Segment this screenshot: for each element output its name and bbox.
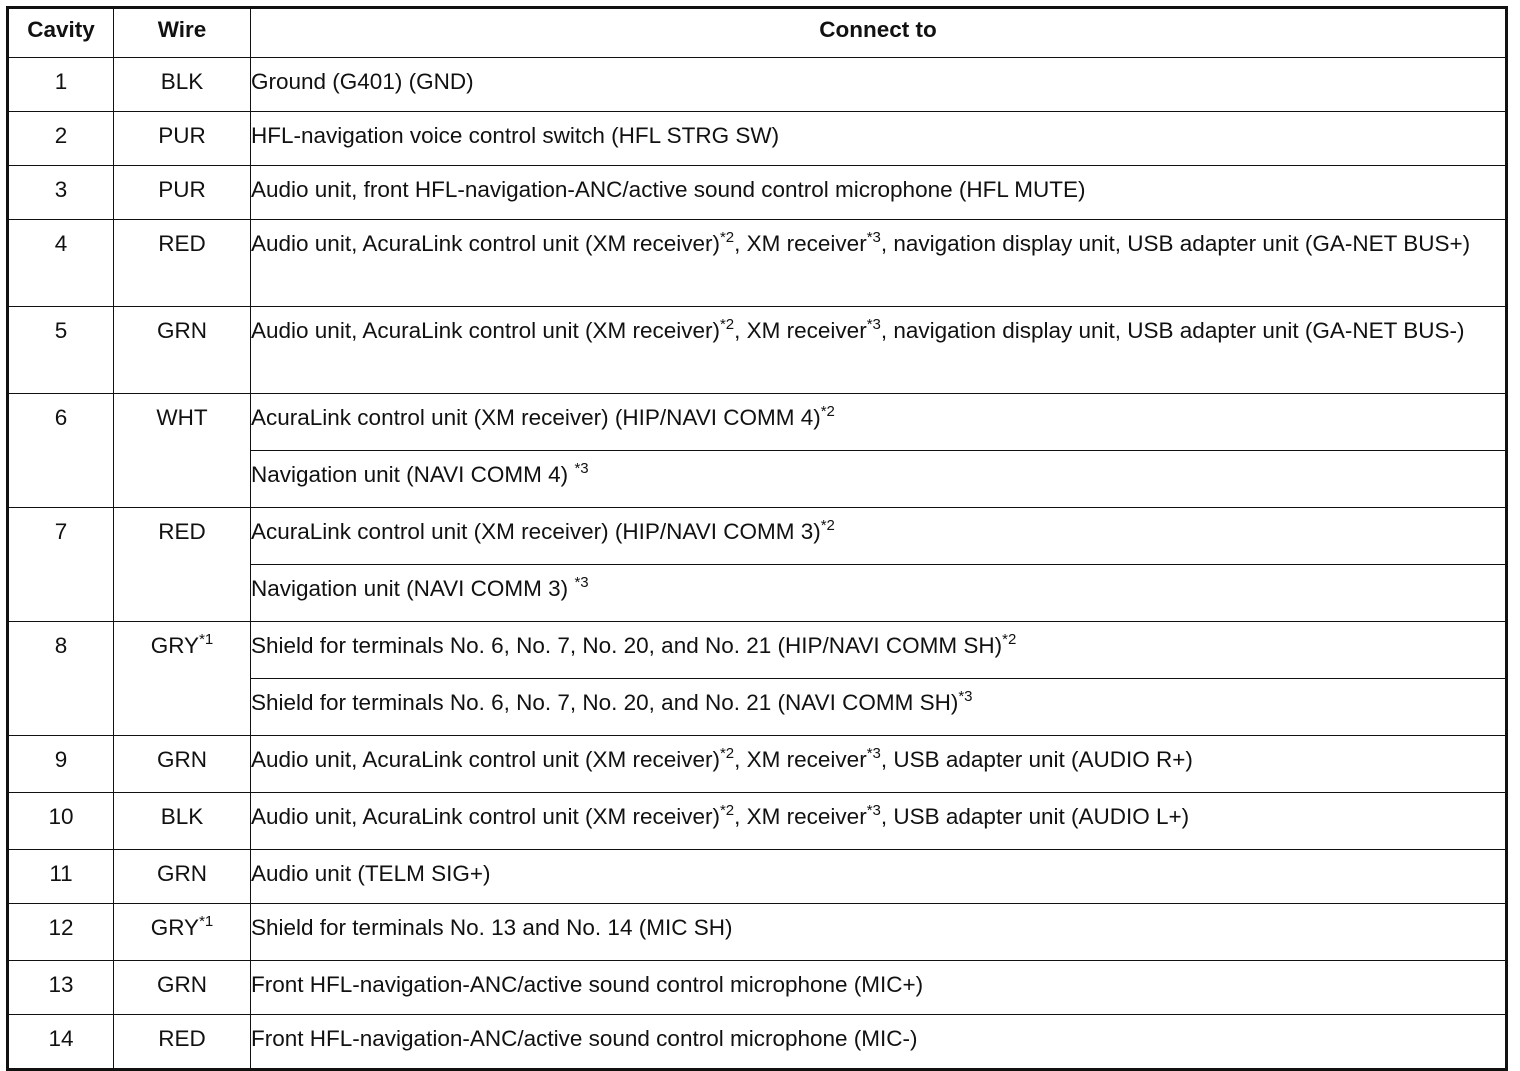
footnote-mark: *1 xyxy=(199,631,214,648)
cavity-number: 6 xyxy=(8,394,114,508)
cavity-number: 2 xyxy=(8,112,114,166)
wire-color: GRN xyxy=(114,850,251,904)
connect-to: Audio unit, AcuraLink control unit (XM receiver)$^{*2}$, XM receiver$^{*3}$, navigation display unit, USB adapter unit (GA-NET BUS+) xyxy=(251,220,1507,307)
connect-to: HFL-navigation voice control switch (HFL STRG SW) xyxy=(251,112,1507,166)
cavity-number: 4 xyxy=(8,220,114,307)
connect-to: Shield for terminals No. 6, No. 7, No. 20, and No. 21 (NAVI COMM SH)$^{*3}$ xyxy=(251,679,1507,736)
cavity-number: 9 xyxy=(8,736,114,793)
footnote-mark: *3 xyxy=(574,460,589,477)
table-row xyxy=(8,220,1507,307)
table-header-row xyxy=(8,8,1507,58)
table-row xyxy=(8,736,1507,793)
footnote-mark: *2 xyxy=(719,745,735,762)
table-row xyxy=(8,850,1507,904)
wire-color: GRN xyxy=(114,736,251,793)
connect-to: Audio unit, AcuraLink control unit (XM receiver)$^{*2}$, XM receiver$^{*3}$, USB adapter unit (AUDIO L+) xyxy=(251,793,1507,850)
footnote-mark: *3 xyxy=(574,574,589,591)
wire-color: RED xyxy=(114,508,251,622)
table-row xyxy=(8,904,1507,961)
footnote-mark: *3 xyxy=(866,229,881,246)
table-row xyxy=(8,307,1507,394)
cavity-number: 1 xyxy=(8,58,114,112)
wire-color: RED xyxy=(114,220,251,307)
cavity-number: 13 xyxy=(8,961,114,1015)
connect-to: Front HFL-navigation-ANC/active sound control microphone (MIC+) xyxy=(251,961,1507,1015)
connect-to: Audio unit, AcuraLink control unit (XM receiver)$^{*2}$, XM receiver$^{*3}$, USB adapter unit (AUDIO R+) xyxy=(251,736,1507,793)
cavity-number: 7 xyxy=(8,508,114,622)
connect-to: Shield for terminals No. 13 and No. 14 (MIC SH) xyxy=(251,904,1507,961)
column-header-cavity: Cavity xyxy=(8,8,114,58)
connect-to: Navigation unit (NAVI COMM 3) $^{*3}$ xyxy=(251,565,1507,622)
wire-color: RED xyxy=(114,1015,251,1070)
wire-color: GRN xyxy=(114,961,251,1015)
footnote-mark: *3 xyxy=(958,688,973,705)
table-row xyxy=(8,508,1507,565)
cavity-number: 5 xyxy=(8,307,114,394)
footnote-mark: *1 xyxy=(199,913,214,930)
cavity-number: 14 xyxy=(8,1015,114,1070)
footnote-mark: *2 xyxy=(820,403,835,420)
cavity-number: 11 xyxy=(8,850,114,904)
footnote-mark: *2 xyxy=(719,802,735,819)
wire-color: GRY$^{*1}$ xyxy=(114,622,251,736)
connect-to: Audio unit, front HFL-navigation-ANC/active sound control microphone (HFL MUTE) xyxy=(251,166,1507,220)
wire-color: BLK xyxy=(114,793,251,850)
footnote-mark: *2 xyxy=(719,316,735,333)
connector-pinout-table xyxy=(6,6,1508,1071)
table-row xyxy=(8,112,1507,166)
table-row xyxy=(8,166,1507,220)
table-row xyxy=(8,793,1507,850)
cavity-number: 12 xyxy=(8,904,114,961)
wire-color: BLK xyxy=(114,58,251,112)
footnote-mark: *2 xyxy=(719,229,735,246)
cavity-number: 3 xyxy=(8,166,114,220)
footnote-mark: *3 xyxy=(866,802,881,819)
footnote-mark: *3 xyxy=(866,316,881,333)
footnote-mark: *2 xyxy=(820,517,835,534)
wire-color: GRN xyxy=(114,307,251,394)
table-row xyxy=(8,1015,1507,1070)
cavity-number: 10 xyxy=(8,793,114,850)
connect-to: Shield for terminals No. 6, No. 7, No. 20, and No. 21 (HIP/NAVI COMM SH)$^{*2}$ xyxy=(251,622,1507,679)
connect-to: Navigation unit (NAVI COMM 4) $^{*3}$ xyxy=(251,451,1507,508)
footnote-mark: *3 xyxy=(866,745,881,762)
footnote-mark: *2 xyxy=(1002,631,1017,648)
wire-color: WHT xyxy=(114,394,251,508)
connect-to: Audio unit (TELM SIG+) xyxy=(251,850,1507,904)
connect-to: AcuraLink control unit (XM receiver) (HIP/NAVI COMM 4)$^{*2}$ xyxy=(251,394,1507,451)
column-header-wire: Wire xyxy=(114,8,251,58)
connect-to: Front HFL-navigation-ANC/active sound control microphone (MIC-) xyxy=(251,1015,1507,1070)
wire-color: PUR xyxy=(114,112,251,166)
connect-to: Audio unit, AcuraLink control unit (XM receiver)$^{*2}$, XM receiver$^{*3}$, navigation display unit, USB adapter unit (GA-NET BUS-) xyxy=(251,307,1507,394)
table-row xyxy=(8,622,1507,679)
table-row xyxy=(8,961,1507,1015)
column-header-connect-to: Connect to xyxy=(251,8,1507,58)
connect-to: AcuraLink control unit (XM receiver) (HIP/NAVI COMM 3)$^{*2}$ xyxy=(251,508,1507,565)
cavity-number: 8 xyxy=(8,622,114,736)
connect-to: Ground (G401) (GND) xyxy=(251,58,1507,112)
table-row xyxy=(8,394,1507,451)
wire-color: GRY$^{*1}$ xyxy=(114,904,251,961)
wire-color: PUR xyxy=(114,166,251,220)
table-row xyxy=(8,58,1507,112)
